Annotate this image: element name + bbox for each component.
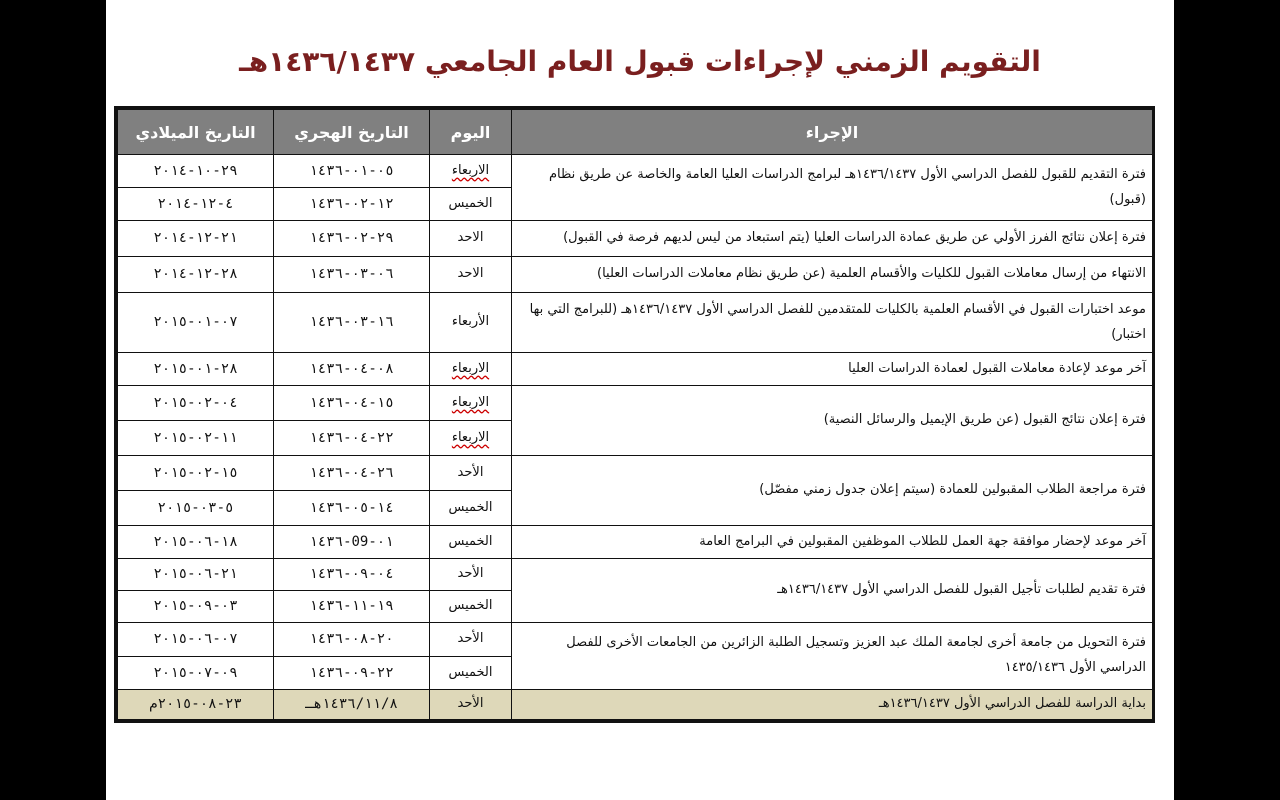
gregorian-date-cell: ٢١-٠٦-٢٠١٥ [118, 559, 274, 591]
procedure-cell: فترة إعلان نتائج القبول (عن طريق الإيميل والرسائل النصية) [512, 386, 1153, 456]
day-cell: الخميس [430, 591, 512, 623]
day-cell: الأحد [430, 456, 512, 491]
table-row [118, 293, 1153, 353]
table-row [118, 155, 1153, 188]
hijri-date-cell: ٠٨-٠٤-١٤٣٦ [274, 353, 430, 386]
table-row [118, 623, 1153, 657]
gregorian-date-cell: ٠٧-٠٦-٢٠١٥ [118, 623, 274, 657]
procedure-cell: بداية الدراسة للفصل الدراسي الأول ١٤٣٦/١٤٣٧هـ [512, 690, 1153, 720]
procedure-cell: آخر موعد لإحضار موافقة جهة العمل للطلاب الموظفين المقبولين في البرامج العامة [512, 526, 1153, 559]
hijri-date-cell: ١٩-١١-١٤٣٦ [274, 591, 430, 623]
hijri-date-cell: ٢٩-٠٢-١٤٣٦ [274, 221, 430, 257]
hijri-date-cell: ١٥-٠٤-١٤٣٦ [274, 386, 430, 421]
gregorian-date-cell: ١٥-٠٢-٢٠١٥ [118, 456, 274, 491]
schedule-table [117, 109, 1153, 720]
hijri-date-cell: ١٢-٠٢-١٤٣٦ [274, 188, 430, 221]
day-cell: الخميس [430, 491, 512, 526]
schedule-table-wrapper [114, 106, 1155, 723]
day-cell: الأحد [430, 623, 512, 657]
day-cell: الاحد [430, 221, 512, 257]
table-row [118, 257, 1153, 293]
gregorian-date-cell: ١٨-٠٦-٢٠١٥ [118, 526, 274, 559]
table-row [118, 690, 1153, 720]
table-row [118, 353, 1153, 386]
hijri-date-cell: ١٤-٠٥-١٤٣٦ [274, 491, 430, 526]
procedure-cell: موعد اختبارات القبول في الأقسام العلمية بالكليات للمتقدمين للفصل الدراسي الأول ١٤٣٦/١٤٣٧هـ (للبرامج التي بها اختبار) [512, 293, 1153, 353]
gregorian-date-cell: ٠٤-٠٢-٢٠١٥ [118, 386, 274, 421]
procedure-cell: الانتهاء من إرسال معاملات القبول للكليات والأقسام العلمية (عن طريق نظام معاملات الدراسات العليا) [512, 257, 1153, 293]
procedure-cell: آخر موعد لإعادة معاملات القبول لعمادة الدراسات العليا [512, 353, 1153, 386]
table-body [118, 155, 1153, 720]
header-gregorian-date: التاريخ الميلادي [118, 110, 274, 155]
table-row [118, 221, 1153, 257]
gregorian-date-cell: ٢١-١٢-٢٠١٤ [118, 221, 274, 257]
procedure-cell: فترة مراجعة الطلاب المقبولين للعمادة (سيتم إعلان جدول زمني مفصّل) [512, 456, 1153, 526]
day-cell: الأربعاء [430, 293, 512, 353]
day-cell: الأحد [430, 690, 512, 720]
gregorian-date-cell: ٠٣-٠٩-٢٠١٥ [118, 591, 274, 623]
document-page [106, 0, 1174, 800]
procedure-cell: فترة تقديم لطلبات تأجيل القبول للفصل الدراسي الأول ١٤٣٦/١٤٣٧هـ [512, 559, 1153, 623]
day-cell: الخميس [430, 188, 512, 221]
gregorian-date-cell: ٠٩-٠٧-٢٠١٥ [118, 657, 274, 690]
hijri-date-cell: ١٦-٠٣-١٤٣٦ [274, 293, 430, 353]
table-row [118, 526, 1153, 559]
hijri-date-cell: ٠٥-٠١-١٤٣٦ [274, 155, 430, 188]
hijri-date-cell: ٢٦-٠٤-١٤٣٦ [274, 456, 430, 491]
gregorian-date-cell: ١١-٠٢-٢٠١٥ [118, 421, 274, 456]
page-title: التقويم الزمني لإجراءات قبول العام الجامعي ١٤٣٦/١٤٣٧هـ [239, 45, 1041, 78]
header-procedure: الإجراء [512, 110, 1153, 155]
hijri-date-cell: ٠٦-٠٣-١٤٣٦ [274, 257, 430, 293]
hijri-date-cell: ٢٢-٠٤-١٤٣٦ [274, 421, 430, 456]
gregorian-date-cell: ٤-١٢-٢٠١٤ [118, 188, 274, 221]
day-cell: الاربعاء [430, 353, 512, 386]
table-header-row [118, 110, 1153, 155]
header-hijri-date: التاريخ الهجري [274, 110, 430, 155]
day-cell: الأحد [430, 559, 512, 591]
day-cell: الاحد [430, 257, 512, 293]
gregorian-date-cell: ٢٩-١٠-٢٠١٤ [118, 155, 274, 188]
table-row [118, 386, 1153, 421]
gregorian-date-cell: ٥-٠٣-٢٠١٥ [118, 491, 274, 526]
day-cell: الاربعاء [430, 386, 512, 421]
day-cell: الخميس [430, 526, 512, 559]
gregorian-date-cell: ٢٨-١٢-٢٠١٤ [118, 257, 274, 293]
day-cell: الخميس [430, 657, 512, 690]
gregorian-date-cell: ٠٧-٠١-٢٠١٥ [118, 293, 274, 353]
hijri-date-cell: ٠٤-٠٩-١٤٣٦ [274, 559, 430, 591]
hijri-date-cell: ١٤٣٦/١١/٨هـ [274, 690, 430, 720]
hijri-date-cell: ٠١-09-١٤٣٦ [274, 526, 430, 559]
day-cell: الاربعاء [430, 155, 512, 188]
gregorian-date-cell: ٢٨-٠١-٢٠١٥ [118, 353, 274, 386]
procedure-cell: فترة التقديم للقبول للفصل الدراسي الأول ١٤٣٦/١٤٣٧هـ لبرامج الدراسات العليا العامة والخاصة عن طريق نظام (قبول) [512, 155, 1153, 221]
hijri-date-cell: ٢٢-٠٩-١٤٣٦ [274, 657, 430, 690]
table-row [118, 456, 1153, 491]
header-day: اليوم [430, 110, 512, 155]
gregorian-date-cell: ٢٣-٠٨-٢٠١٥م [118, 690, 274, 720]
procedure-cell: فترة التحويل من جامعة أخرى لجامعة الملك عبد العزيز وتسجيل الطلبة الزائرين من الجامعات الأخرى للفصل الدراسي الأول ١٤٣٥/١٤٣٦ [512, 623, 1153, 690]
hijri-date-cell: ٢٠-٠٨-١٤٣٦ [274, 623, 430, 657]
procedure-cell: فترة إعلان نتائج الفرز الأولي عن طريق عمادة الدراسات العليا (يتم استبعاد من ليس لديهم فرصة في القبول) [512, 221, 1153, 257]
table-row [118, 559, 1153, 591]
day-cell: الاربعاء [430, 421, 512, 456]
